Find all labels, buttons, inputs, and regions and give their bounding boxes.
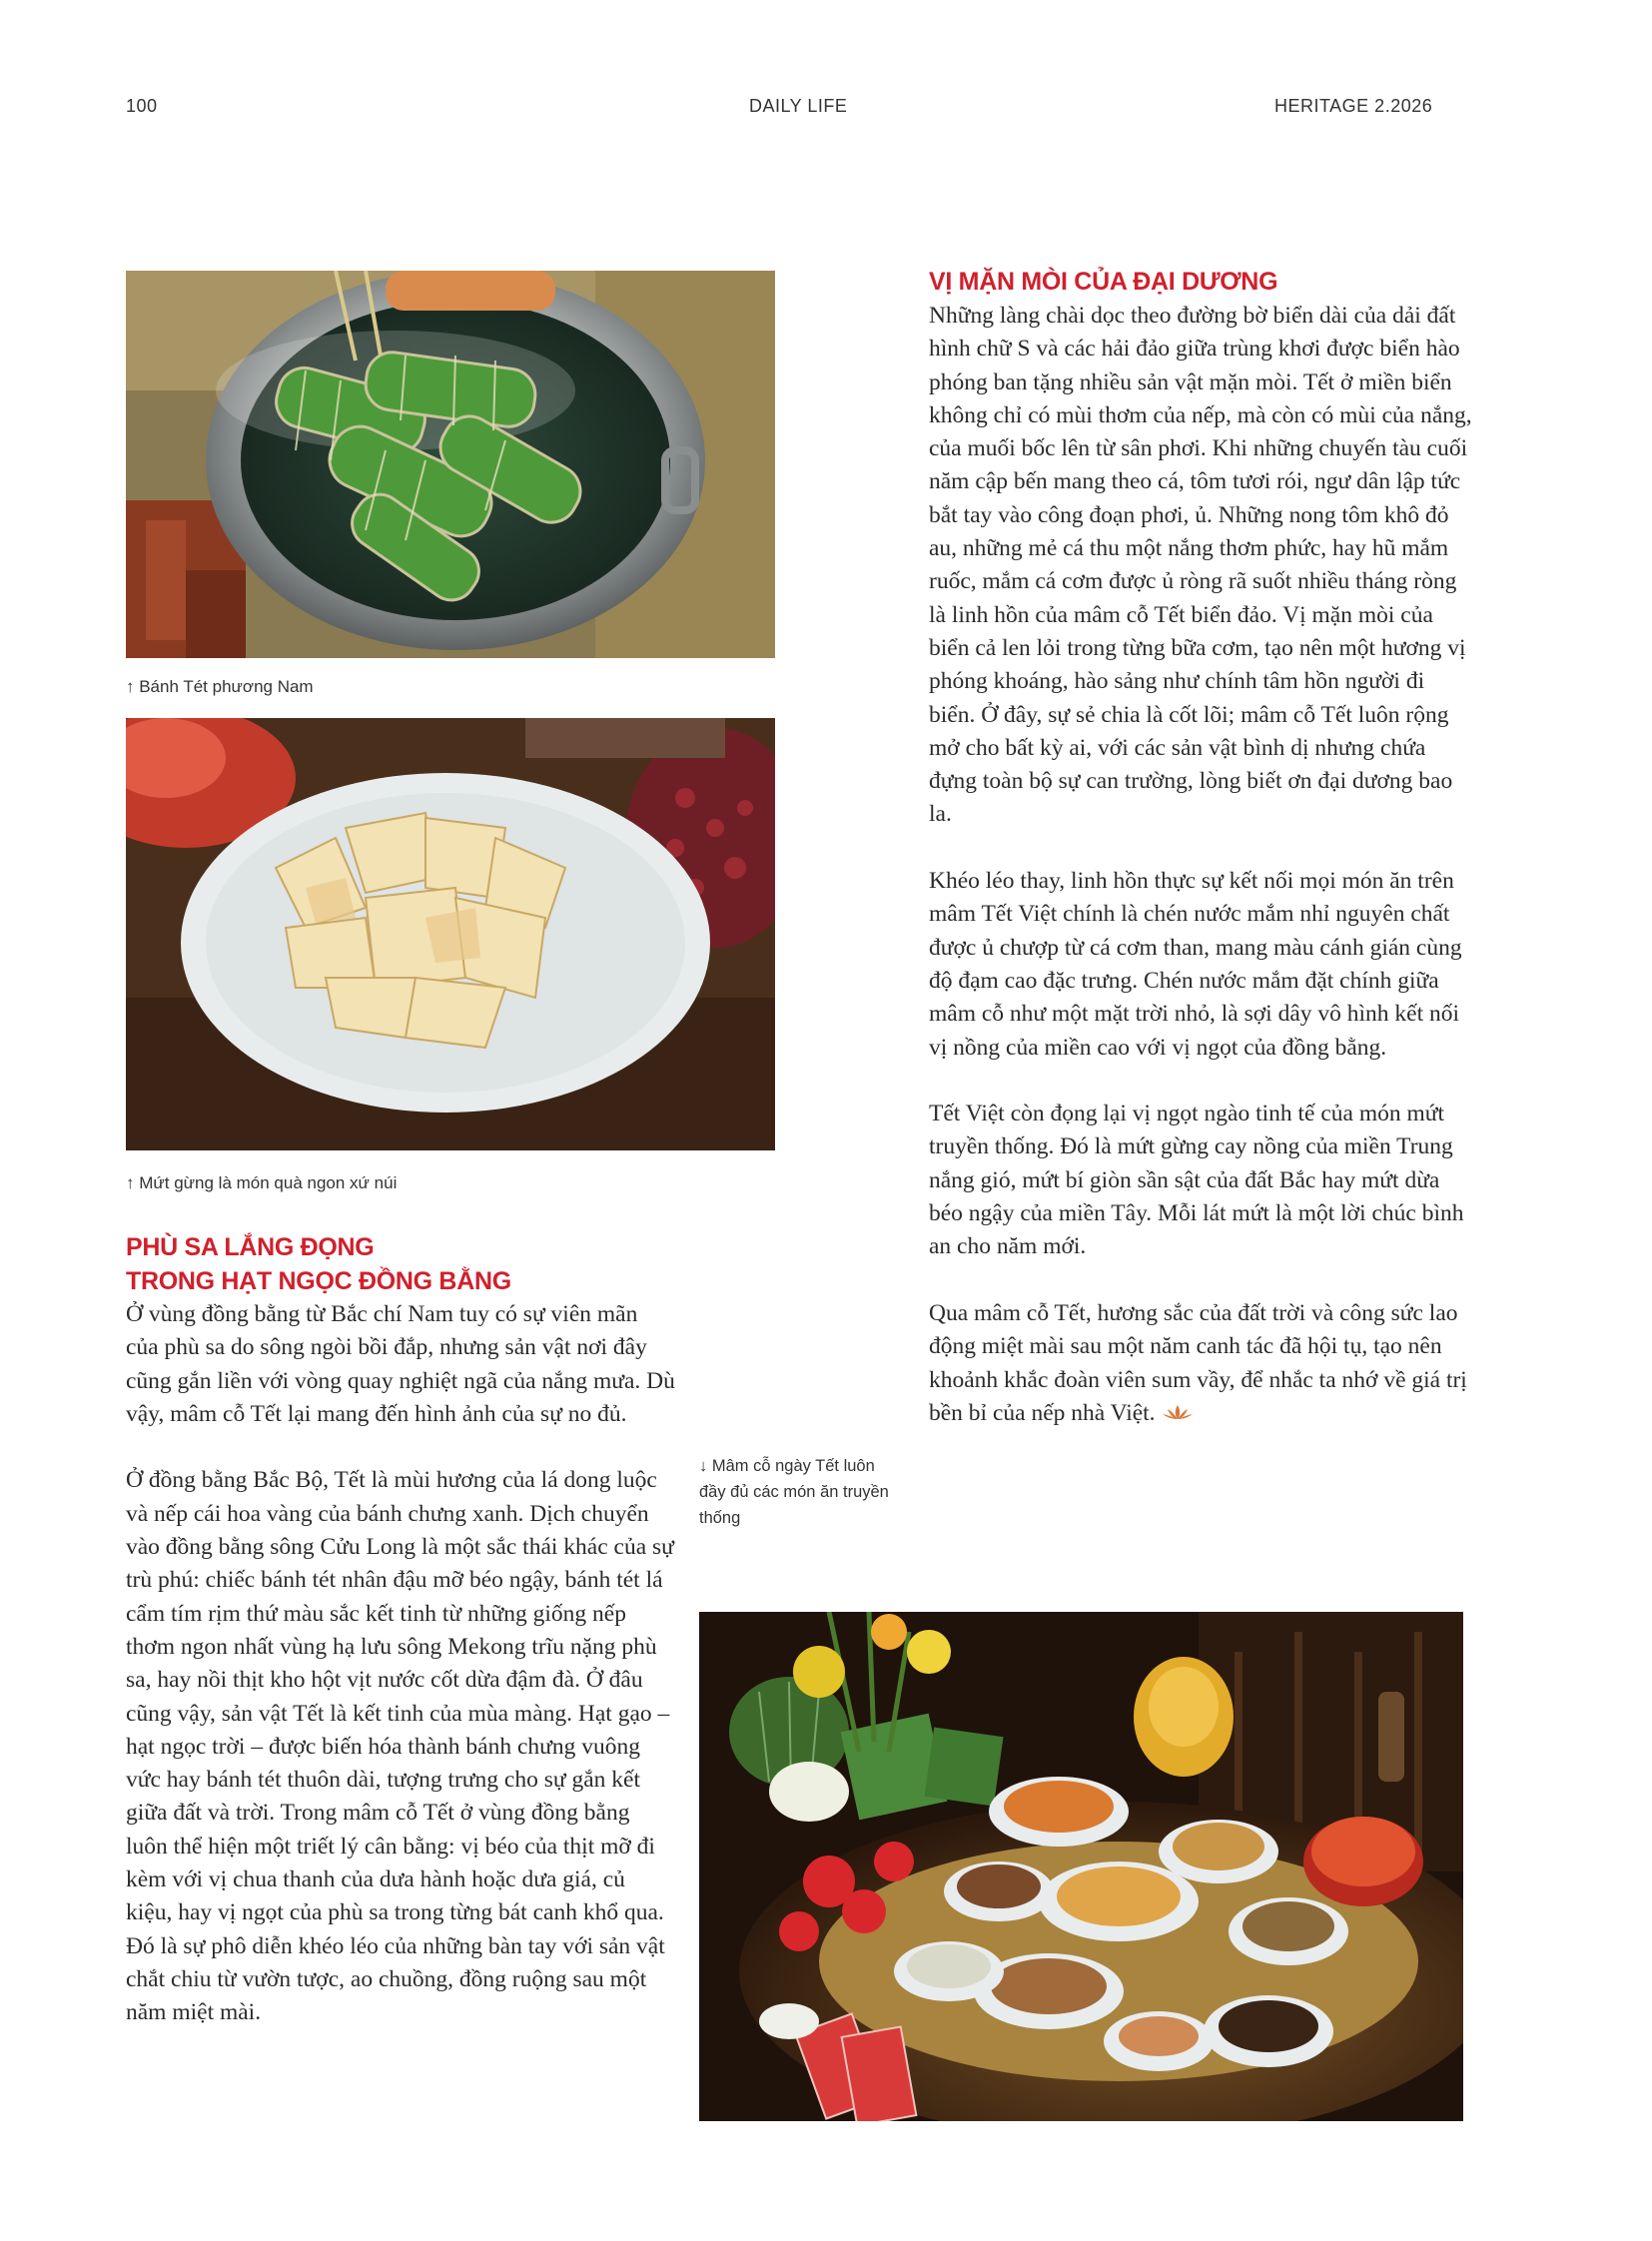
caption-banh-tet: ↑ Bánh Tét phương Nam	[126, 677, 314, 696]
caption-mut-gung: ↑ Mứt gừng là món quà ngon xứ núi	[126, 1173, 398, 1192]
photo-mut-gung	[126, 718, 775, 1150]
photo-banh-tet	[126, 271, 775, 658]
right-paragraph-4-text: Qua mâm cỗ Tết, hương sắc của đất trời và công sức lao động miệt mài sau một năm canh tác đã hội tụ, tạo nên khoảnh khắc đoàn viên sum vầy, để nhắc ta nhớ về giá trị bền bỉ của nếp nhà Việt.	[929, 1299, 1467, 1426]
right-paragraph-4	[929, 1297, 1472, 1431]
right-body-text	[929, 300, 1472, 1431]
caption-mam-co: ↓ Mâm cỗ ngày Tết luôn đầy đủ các món ăn truyền thống	[699, 1457, 889, 1527]
section-title-vi-man-moi: VỊ MẶN MÒI CỦA ĐẠI DƯƠNG	[929, 268, 1278, 296]
section-title-line-1: PHÙ SA LẮNG ĐỌNG	[126, 1233, 375, 1261]
section-title-line-2: TRONG HẠT NGỌC ĐỒNG BẰNG	[126, 1267, 511, 1295]
mut-gung-illustration	[126, 718, 775, 1150]
banh-tet-illustration	[126, 271, 775, 658]
right-paragraph-1: Những làng chài dọc theo đường bờ biển dài của dải đất hình chữ S và các hải đảo giữa trùng khơi được biển hào phóng ban tặng nhiều sản vật mặn mòi. Tết ở miền biển không chỉ có mùi thơm của nếp, mà còn có mùi của nắng, của muối bốc lên từ sân phơi. Khi những chuyến tàu cuối năm cập bến mang theo cá, tôm tươi rói, ngư dân lập tức bắt tay vào công đoạn phơi, ủ. Những nong tôm khô đỏ au, những mẻ cá thu một nắng thơm phức, hay hũ mắm ruốc, mắm cá cơm được ủ ròng rã suốt nhiều tháng ròng là linh hồn của mâm cỗ Tết biển đảo. Vị mặn mòi của biển cả len lỏi trong từng bữa cơm, tạo nên một hương vị phóng khoáng, hào sảng như chính tâm hồn người đi biển. Ở đây, sự sẻ chia là cốt lõi; mâm cỗ Tết luôn rộng mở cho bất kỳ ai, với các sản vật bình dị nhưng chứa đựng toàn bộ sự can trường, lòng biết ơn đại dương bao la.	[929, 303, 1472, 828]
section-title-phu-sa	[126, 1230, 685, 1298]
page-number: 100	[126, 96, 158, 116]
left-paragraph-2: Ở đồng bằng Bắc Bộ, Tết là mùi hương của lá dong luộc và nếp cái hoa vàng của bánh chưng xanh. Dịch chuyển vào đồng bằng sông Cửu Long là một sắc thái khác của sự trù phú: chiếc bánh tét nhân đậu mỡ béo ngậy, bánh tét lá cẩm tím rịm thứ màu sắc kết tinh từ những giống nếp thơm ngon nhất vùng hạ lưu sông Mekong trĩu nặng phù sa, hay nồi thịt kho hột vịt nước cốt dừa đậm đà. Ở đâu cũng vậy, sản vật Tết là kết tinh của mùa màng. Hạt gạo – hạt ngọc trời – được biến hóa thành bánh chưng vuông vức hay bánh tét thuôn dài, tượng trưng cho sự gắn kết giữa đất và trời. Trong mâm cỗ Tết ở vùng đồng bằng luôn thể hiện một triết lý cân bằng: vị béo của thịt mỡ đi kèm với vị chua thanh của dưa hành hoặc dưa giá, củ kiệu, hay vị ngọt của phù sa trong từng bát canh khổ qua. Đó là sự phô diễn khéo léo của những bàn tay với sản vật chắt chiu từ vườn tược, ao chuồng, đồng ruộng sau một năm miệt mài.	[126, 1467, 674, 2026]
right-paragraph-2: Khéo léo thay, linh hồn thực sự kết nối mọi món ăn trên mâm Tết Việt chính là chén nước mắm nhỉ nguyên chất được ủ chượp từ cá cơm than, mang màu cánh gián cùng độ đạm cao đặc trưng. Chén nước mắm đặt chính giữa mâm cỗ như một mặt trời nhỏ, là sợi dây vô hình kết nối vị nồng của miền cao với vị ngọt của đồng bằng.	[929, 868, 1462, 1061]
mam-co-illustration	[699, 1612, 1463, 2121]
lotus-icon	[1162, 1398, 1194, 1431]
left-body-text	[126, 1298, 675, 2030]
photo-mam-co-tet	[699, 1612, 1463, 2121]
section-label: DAILY LIFE	[749, 96, 848, 116]
issue-label: HERITAGE 2.2026	[1274, 96, 1433, 116]
right-paragraph-3: Tết Việt còn đọng lại vị ngọt ngào tinh tế của món mứt truyền thống. Đó là mứt gừng cay nồng của miền Trung nắng gió, mứt bí giòn sần sật của đất Bắc hay mứt dừa béo ngậy của miền Tây. Mỗi lát mứt là một lời chúc bình an cho năm mới.	[929, 1101, 1464, 1260]
left-paragraph-1: Ở vùng đồng bằng từ Bắc chí Nam tuy có sự viên mãn của phù sa do sông ngòi bồi đắp, nhưng sản vật nơi đây cũng gắn liền với vòng quay nghiệt ngã của nắng mưa. Dù vậy, mâm cỗ Tết lại mang đến hình ảnh của sự no đủ.	[126, 1301, 675, 1427]
